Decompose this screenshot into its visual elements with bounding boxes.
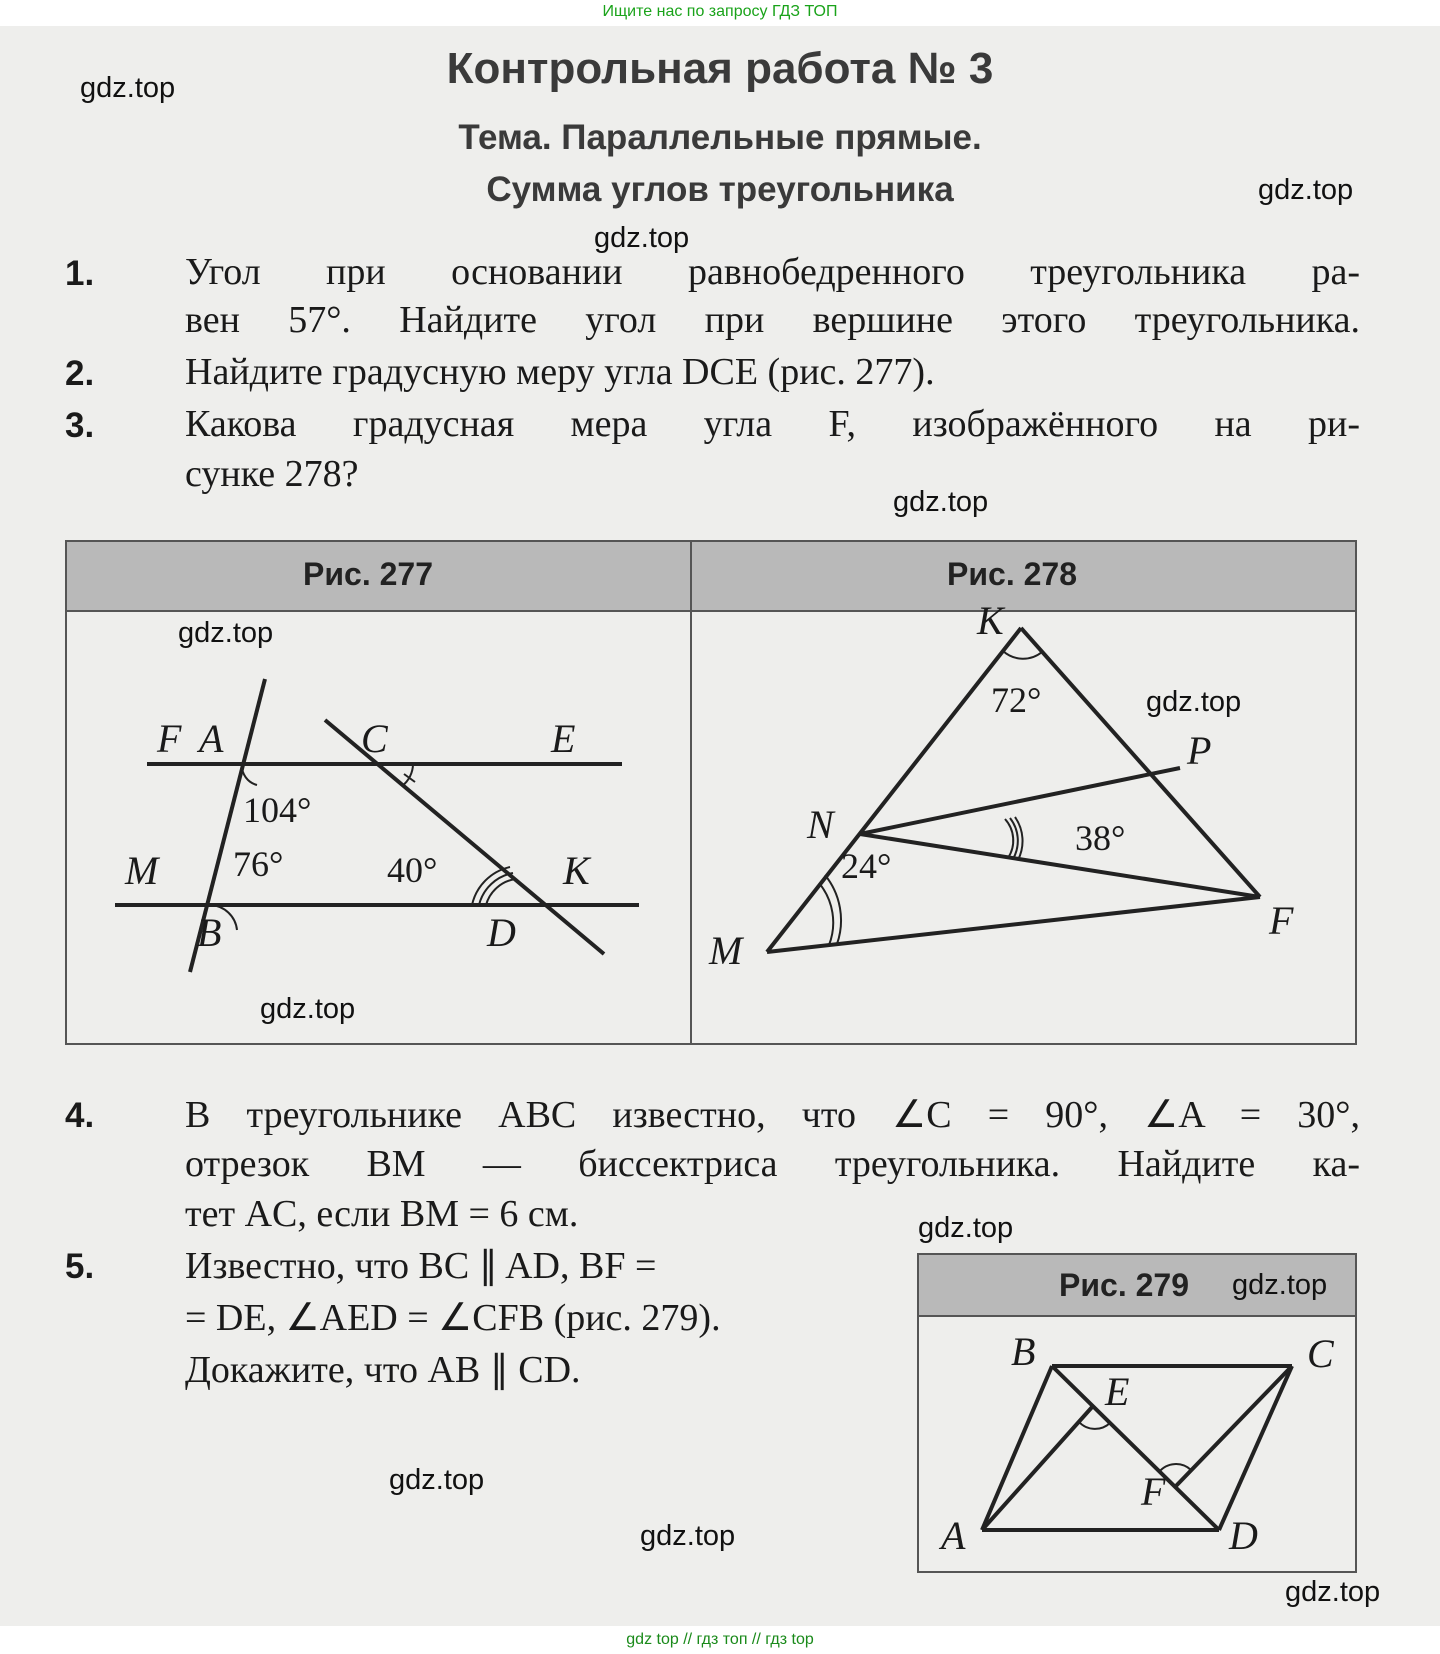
fig278-drawing bbox=[767, 628, 1260, 952]
task-number: 5. bbox=[65, 1247, 95, 1286]
point-label-M2: M bbox=[709, 928, 743, 973]
topic-line-1: Тема. Параллельные прямые. bbox=[458, 118, 982, 157]
angle-label-104: 104° bbox=[243, 790, 312, 830]
task-line: сунке 278? bbox=[185, 453, 359, 495]
figure-table bbox=[65, 540, 1357, 1045]
angle-arc-K bbox=[1003, 651, 1042, 659]
fig279-drawing bbox=[982, 1366, 1292, 1530]
segment-NF bbox=[860, 834, 1260, 897]
segment-AE bbox=[982, 1406, 1093, 1530]
task-line: Найдите градусную меру угла DCE (рис. 277). bbox=[185, 351, 935, 393]
top-banner[interactable]: Ищите нас по запросу ГДЗ ТОП bbox=[602, 3, 838, 20]
fig279-svg bbox=[919, 1255, 1355, 1571]
point-label-F3: F bbox=[1141, 1469, 1166, 1514]
task-line: Какова градусная мера угла F, изображённого на ри- bbox=[185, 403, 1360, 445]
angle-arc-D3 bbox=[486, 879, 516, 905]
point-label-A3: A bbox=[941, 1513, 966, 1558]
fig277-caption: Рис. 277 bbox=[303, 556, 433, 592]
angle-label-76: 76° bbox=[233, 844, 284, 884]
task-number: 4. bbox=[65, 1096, 95, 1135]
point-label-C3: C bbox=[1307, 1331, 1334, 1376]
task-line: вен 57°. Найдите угол при вершине этого треугольника. bbox=[185, 299, 1360, 341]
watermark[interactable]: gdz.top bbox=[640, 1520, 736, 1552]
angle-arc-M1 bbox=[819, 883, 833, 945]
segment-CF bbox=[1175, 1366, 1292, 1487]
angle-tick-C bbox=[404, 774, 415, 782]
watermark[interactable]: gdz.top bbox=[594, 222, 690, 254]
watermark[interactable]: gdz.top bbox=[893, 486, 989, 518]
task-line: Известно, что BC ∥ AD, BF = bbox=[185, 1245, 657, 1287]
task-number: 2. bbox=[65, 354, 95, 393]
topic-line-2: Сумма углов треугольника bbox=[486, 170, 954, 209]
task-line: = DE, ∠AED = ∠CFB (рис. 279). bbox=[185, 1297, 721, 1339]
watermark[interactable]: gdz.top bbox=[389, 1464, 485, 1496]
fig278-caption: Рис. 278 bbox=[947, 556, 1077, 592]
point-label-B: B bbox=[197, 910, 222, 955]
side-CD bbox=[1219, 1366, 1292, 1530]
watermark[interactable]: gdz.top bbox=[1232, 1269, 1328, 1301]
side-AB bbox=[982, 1366, 1052, 1530]
task-number: 1. bbox=[65, 254, 95, 293]
point-label-F: F bbox=[157, 716, 182, 761]
angle-arc-E bbox=[1079, 1422, 1110, 1429]
point-label-C: C bbox=[361, 716, 388, 761]
watermark[interactable]: gdz.top bbox=[260, 993, 356, 1025]
watermark[interactable]: gdz.top bbox=[178, 617, 274, 649]
angle-label-40: 40° bbox=[387, 850, 438, 890]
point-label-M: M bbox=[125, 848, 159, 893]
task-line: отрезок BM — биссектриса треугольника. Найдите ка- bbox=[185, 1143, 1360, 1185]
task-line: Докажите, что AB ∥ CD. bbox=[185, 1349, 581, 1391]
point-label-E: E bbox=[551, 716, 576, 761]
point-label-E3: E bbox=[1105, 1369, 1130, 1414]
task-line: Угол при основании равнобедренного треугольника ра- bbox=[185, 251, 1360, 293]
bottom-banner[interactable]: gdz top // гдз топ // гдз top bbox=[626, 1631, 814, 1648]
side-KF bbox=[1021, 628, 1260, 897]
watermark[interactable]: gdz.top bbox=[1285, 1576, 1381, 1608]
task-number: 3. bbox=[65, 406, 95, 445]
point-label-F2: F bbox=[1269, 898, 1294, 943]
watermark[interactable]: gdz.top bbox=[80, 72, 176, 104]
fig279-caption: Рис. 279 bbox=[1059, 1267, 1189, 1303]
watermark[interactable]: gdz.top bbox=[1146, 686, 1242, 718]
point-label-P: P bbox=[1187, 728, 1212, 773]
point-label-B3: B bbox=[1011, 1329, 1036, 1374]
point-label-D: D bbox=[487, 910, 516, 955]
point-label-N: N bbox=[807, 802, 834, 847]
diagonal-BD bbox=[1052, 1366, 1219, 1530]
side-KM bbox=[767, 628, 1021, 952]
point-label-D3: D bbox=[1229, 1513, 1258, 1558]
angle-arc-C bbox=[402, 764, 413, 786]
task-line: В треугольнике ABC известно, что ∠C = 90°, ∠A = 30°, bbox=[185, 1094, 1360, 1136]
point-label-K2: K bbox=[977, 598, 1004, 643]
point-label-A: A bbox=[199, 716, 224, 761]
point-label-K: K bbox=[563, 848, 590, 893]
page-title: Контрольная работа № 3 bbox=[446, 44, 994, 93]
task-line: тет AC, если BM = 6 см. bbox=[185, 1193, 579, 1235]
angle-label-38: 38° bbox=[1075, 818, 1126, 858]
angle-arc-X1 bbox=[1005, 819, 1013, 858]
watermark[interactable]: gdz.top bbox=[918, 1212, 1014, 1244]
angle-label-72: 72° bbox=[991, 680, 1042, 720]
angle-label-24: 24° bbox=[841, 846, 892, 886]
watermark[interactable]: gdz.top bbox=[1258, 174, 1354, 206]
